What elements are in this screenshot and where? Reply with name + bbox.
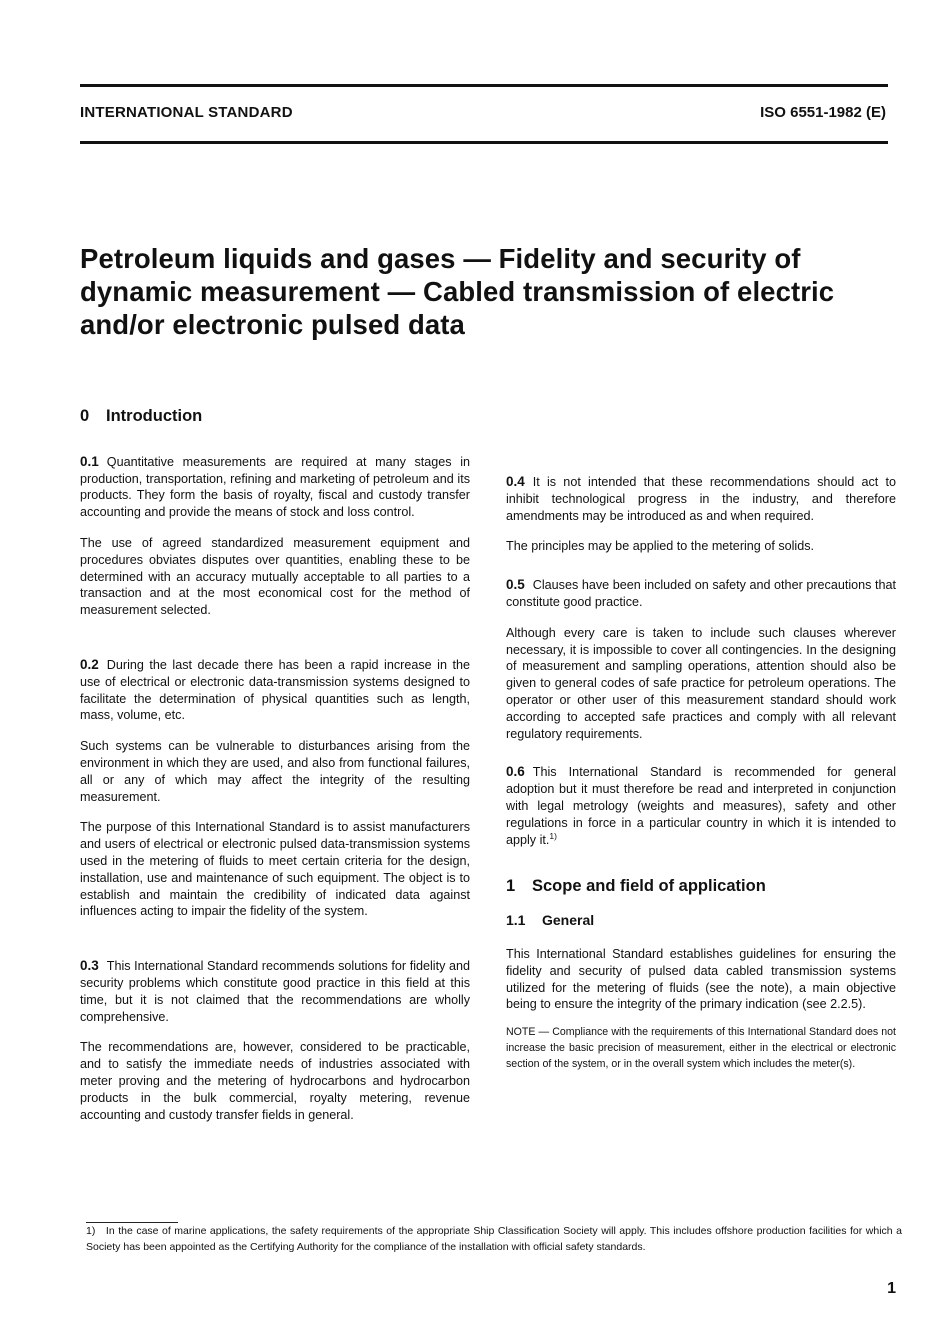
paragraph: This International Standard establishes guidelines for ensuring the fidelity and security of pulsed data cabled transmission systems utilized for the metering of fluids (see the note), a main objective being to ensure the integrity of the primary indication (see 2.2.5). <box>506 946 896 1012</box>
paragraph: The recommendations are, however, considered to be practicable, and to satisfy the immediate needs of industries associated with meter proving and the metering of hydrocarbons and hydrocarbon products in the bulk commercial, royalty metering, revenue accounting and custody transfer fields in general. <box>80 1040 470 1122</box>
page-title <box>80 242 900 341</box>
paragraph: The use of agreed standardized measurement equipment and procedures obviates disputes over quantities, enabling these to be determined with an accuracy mutually acceptable to all parties to a transaction and at the most economical cost for the method of measurement selected. <box>80 535 470 618</box>
clause-number: 0.4 <box>506 474 525 489</box>
clause-text: It is not intended that these recommendations should act to inhibit technological progress in the industry, and therefore amendments may be introduced as and when required. <box>506 475 896 523</box>
section-title: Scope and field of application <box>532 877 766 896</box>
header-bottom-rule <box>80 141 888 144</box>
title-line-1: Petroleum liquids and gases — Fidelity and security of <box>80 243 801 274</box>
clause-0-1 <box>80 454 470 521</box>
title-line-2: dynamic measurement — Cabled transmission of electric <box>80 276 835 307</box>
clause-number: 0.5 <box>506 577 525 593</box>
footnote-text: In the case of marine applications, the safety requirements of the appropriate Ship Classification Society will apply. This includes offshore production facilities for which a Society has been appointed as the Certifying Authority for the compliance of the installation with official safety standards. <box>86 1225 902 1253</box>
footnote <box>86 1223 902 1255</box>
clause-0-4 <box>506 474 896 524</box>
clause-text: This International Standard recommends solutions for fidelity and security problems which constitute good practice in this field at this time, but it is not claimed that the recommendations are wholly comprehensive. <box>80 959 470 1024</box>
paragraph: Although every care is taken to include such clauses wherever necessary, it is impossible to cover all contingencies. In the designing of measurement and sampling operations, attention should also be given to general codes of safe practice for petroleum operations. The operator or other user of this measurement standard should work according to accepted safe practices and comply with all relevant regulatory requirements. <box>506 625 896 741</box>
paragraph: The principles may be applied to the metering of solids. <box>506 539 815 554</box>
paragraph: The purpose of this International Standard is to assist manufacturers and users of electrical or electronic pulsed data-transmission systems used in the metering of fluids to meet certain criteria for the design, installation, use and maintenance of such equipment. The object is to establish and maintain the credibility of indicated data against influences acting to impair the fidelity of the system. <box>80 820 470 919</box>
general-subheading <box>506 912 896 929</box>
subsection-number: 1.1 <box>506 912 526 929</box>
clause-0-3 <box>80 958 470 1025</box>
clause-number: 0.1 <box>80 453 99 469</box>
clause-0-5 <box>506 577 896 611</box>
clause-text: This International Standard is recommended for general adoption but it must therefore be read and interpreted in conjunction with legal metrology (weights and measures), safety and other regulations in force in a particular country in which it is intended to apply it. <box>506 765 896 847</box>
footnote-mark: 1) <box>86 1225 96 1237</box>
title-line-3: and/or electronic pulsed data <box>80 309 465 340</box>
footnote-reference[interactable]: 1) <box>549 830 557 841</box>
clause-number: 0.6 <box>506 764 525 780</box>
section-title: Introduction <box>106 407 203 425</box>
left-column <box>80 408 470 1123</box>
scope-heading <box>506 878 896 895</box>
page-number: 1 <box>887 1280 896 1297</box>
clause-0-6 <box>506 764 896 848</box>
introduction-heading <box>80 408 470 425</box>
header-top-rule <box>80 84 888 87</box>
clause-text: During the last decade there has been a rapid increase in the use of electrical or electronic data-transmission systems designed to facilitate the determination of physical quantities such as length, mass, volume, etc. <box>80 657 470 723</box>
standard-reference: ISO 6551-1982 (E) <box>760 104 886 121</box>
section-number: 0 <box>80 407 90 425</box>
paragraph: Such systems can be vulnerable to disturbances arising from the environment in which they are used, and also from functional failures, all or any of which may affect the integrity of the resulting measurement. <box>80 739 470 804</box>
document-type-label: INTERNATIONAL STANDARD <box>80 104 293 121</box>
clause-number: 0.3 <box>80 958 99 974</box>
subsection-title: General <box>542 912 595 929</box>
clause-0-2 <box>80 657 470 724</box>
clause-text: Clauses have been included on safety and other precautions that constitute good practice. <box>506 578 896 609</box>
note: NOTE — Compliance with the requirements of this International Standard does not increase the basic precision of measurement, either in the electrical or electronic section of the system, or in the overall system which includes the meter(s). <box>506 1026 896 1070</box>
section-number: 1 <box>506 877 516 896</box>
clause-text: Quantitative measurements are required at many stages in production, transportation, refining and marketing of petroleum and its products. They form the basis of royalty, fiscal and custody transfer accounting and provide the means of stock and loss control. <box>80 454 470 520</box>
right-column <box>506 406 896 1073</box>
clause-number: 0.2 <box>80 656 99 672</box>
